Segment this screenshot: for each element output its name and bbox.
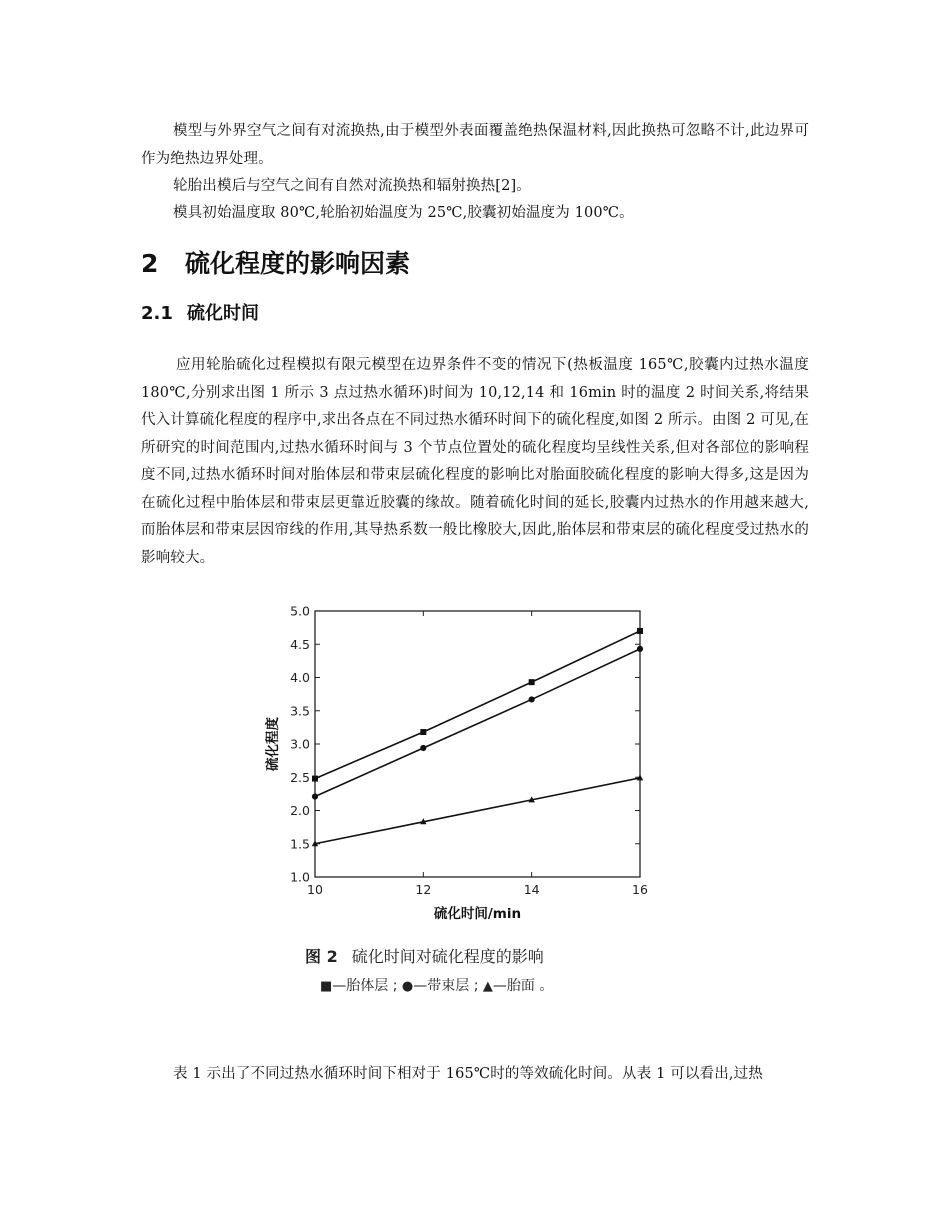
section-heading	[141, 244, 410, 284]
section-title: 硫化程度的影响因素	[185, 249, 411, 278]
subsection-number: 2.1	[141, 303, 173, 324]
paragraph-initial-temperature: 模具初始温度取 80℃,轮胎初始温度为 25℃,胶囊初始温度为 100℃。	[173, 205, 634, 221]
data-point-circle	[420, 745, 426, 751]
y-tick-label: 4.5	[290, 636, 310, 652]
paragraph-tire-convection: 轮胎出模后与空气之间有自然对流换热和辐射换热[2]。	[173, 178, 531, 194]
legend-circle-symbol: ●	[401, 979, 414, 994]
figure-legend	[320, 975, 553, 998]
legend-triangle-symbol: ▲	[482, 979, 493, 994]
paragraph-table-intro: 表 1 示出了不同过热水循环时间下相对于 165℃时的等效硫化时间。从表 1 可以看出,过热	[173, 1066, 763, 1082]
section-number: 2	[141, 249, 159, 278]
series-line-triangle	[315, 778, 640, 844]
x-tick-label: 10	[307, 882, 323, 897]
y-tick-label: 2.5	[290, 769, 310, 785]
y-tick-label: 1.0	[290, 869, 310, 885]
legend-label-carcass: —胎体层 ;	[332, 978, 398, 994]
plot-frame	[315, 611, 640, 877]
x-tick-label: 12	[415, 882, 432, 897]
data-point-square	[637, 628, 643, 634]
y-tick-label: 3.5	[290, 703, 310, 719]
series-line-circle	[315, 649, 640, 797]
x-axis-label: 硫化时间/min	[433, 906, 522, 922]
x-tick-label: 14	[523, 882, 540, 897]
subsection-heading	[141, 299, 259, 329]
y-tick-label: 4.0	[290, 670, 310, 685]
data-point-square	[529, 679, 535, 685]
y-axis-label: 硫化程度	[265, 717, 281, 771]
legend-label-tread: —胎面 。	[492, 978, 554, 994]
y-tick-label: 1.5	[290, 836, 310, 852]
figure-number: 图 2	[305, 947, 338, 966]
y-tick-label: 2.0	[290, 803, 310, 818]
figure-caption	[305, 945, 544, 969]
data-point-square	[312, 776, 318, 782]
data-point-circle	[529, 696, 535, 702]
paragraph-boundary-model: 模型与外界空气之间有对流换热,由于模型外表面覆盖绝热保温材料,因此换热可忽略不计,此边界可作为绝热边界处理。	[141, 123, 809, 167]
subsection-title: 硫化时间	[187, 303, 259, 324]
data-point-circle	[637, 646, 643, 652]
series-line-square	[315, 631, 640, 779]
data-point-circle	[312, 793, 318, 799]
vulcanization-degree-chart	[255, 598, 675, 933]
legend-square-symbol: ■	[320, 979, 333, 994]
figure-caption-text: 硫化时间对硫化程度的影响	[351, 947, 544, 966]
x-tick-label: 16	[632, 882, 648, 897]
y-tick-label: 5.0	[290, 603, 310, 619]
data-point-square	[420, 729, 426, 735]
y-tick-label: 3.0	[290, 736, 310, 752]
paragraph-vulcanization-time: 应用轮胎硫化过程模拟有限元模型在边界条件不变的情况下(热板温度 165℃,胶囊内过热水温度 180℃,分别求出图 1 所示 3 点过热水循环)时间为 10,12,14 和 16min 时的温度 2 时间关系,将结果代入计算硫化程度的程序中,求出各点在不同过热水循环时间下的硫化程度,如图 2 所示。由图 2 可见,在所研究的时间范围内,过热水循环时间与 3 个节点位置处的硫化程度均呈线性关系,但对各部位的影响程度不同,过热水循环时间对胎体层和带束层硫化程度的影响比对胎面胶硫化程度的影响大得多,这是因为在硫化过程中胎体层和带束层更靠近胶囊的缘故。随着硫化时间的延长,胶囊内过热水的作用越来越大,而胎体层和带束层因帘线的作用,其导热系数一般比橡胶大,因此,胎体层和带束层的硫化程度受过热水的影响较大。	[141, 357, 809, 566]
legend-label-belt: —带束层 ;	[413, 978, 479, 994]
